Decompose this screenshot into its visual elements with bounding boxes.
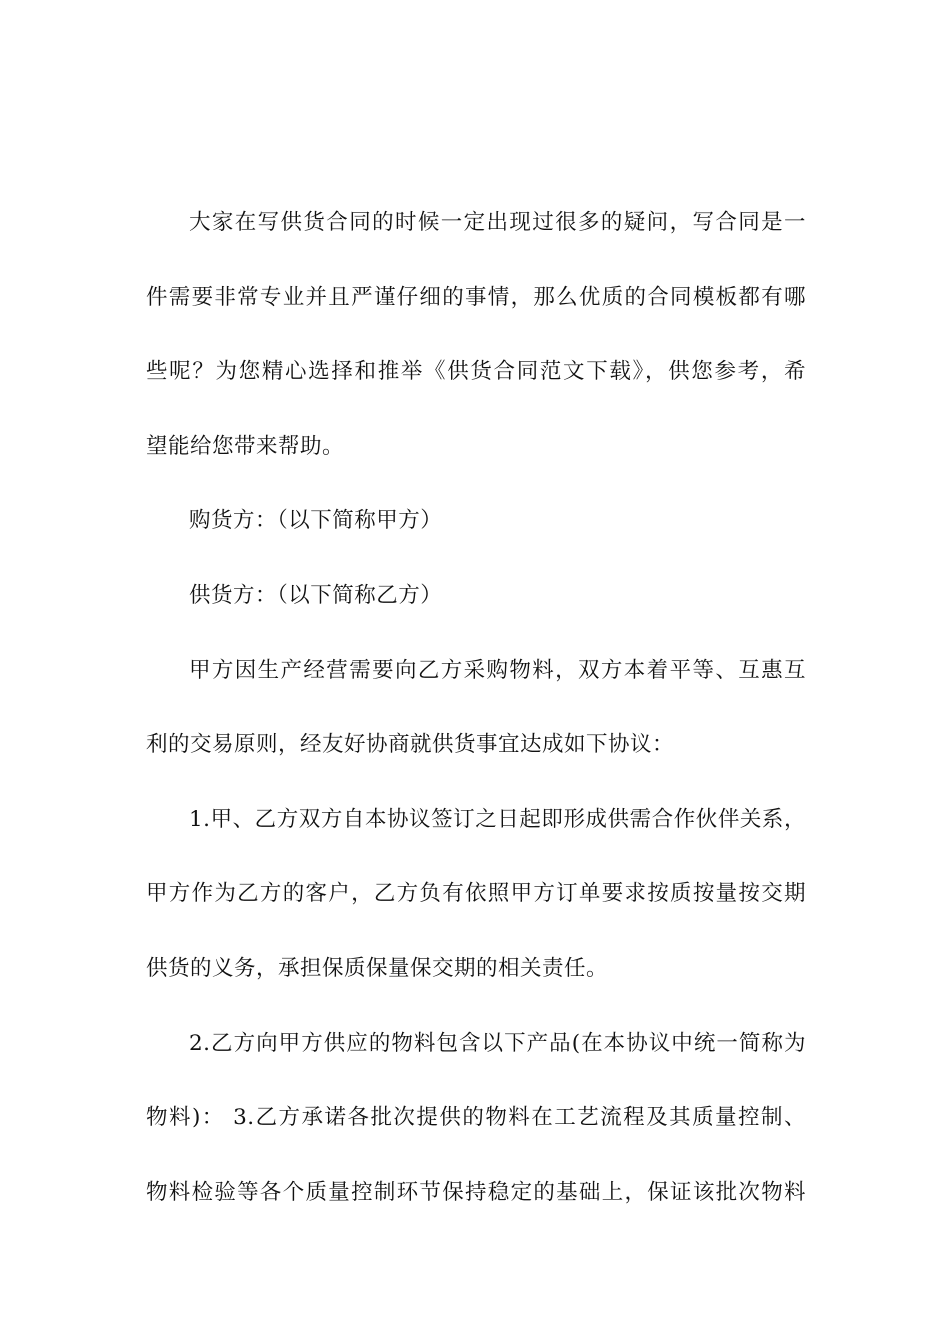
preamble-line-1: 甲方因生产经营需要向乙方采购物料，双方本着平等、互惠互 — [189, 657, 806, 683]
clause-3-line-1: 物料检验等各个质量控制环节保持稳定的基础上，保证该批次物料 — [146, 1179, 806, 1205]
buyer-line: 购货方：（以下简称甲方） — [189, 508, 443, 534]
preamble-line-2: 利的交易原则，经友好协商就供货事宜达成如下协议： — [146, 732, 675, 758]
supplier-line: 供货方：（以下简称乙方） — [189, 582, 443, 608]
clause-1-line-2: 甲方作为乙方的客户，乙方负有依照甲方订单要求按质按量按交期 — [146, 881, 806, 907]
paragraph-intro-line-1: 大家在写供货合同的时候一定出现过很多的疑问，写合同是一 — [189, 210, 806, 235]
clause-2-line-2: 物料)： 3.乙方承诺各批次提供的物料在工艺流程及其质量控制、 — [146, 1105, 806, 1131]
clause-1-line-1: 1.甲、乙方双方自本协议签订之日起即形成供需合作伙伴关系， — [189, 806, 806, 832]
paragraph-intro-line-2: 件需要非常专业并且严谨仔细的事情，那么优质的合同模板都有哪 — [146, 284, 806, 310]
document-body — [146, 201, 806, 1245]
paragraph-intro-line-4: 望能给您带来帮助。 — [146, 433, 345, 459]
clause-1-line-3: 供货的义务，承担保质保量保交期的相关责任。 — [146, 955, 609, 981]
paragraph-intro-line-3: 些呢？为您精心选择和推举《供货合同范文下载》，供您参考，希 — [146, 359, 806, 385]
clause-2-line-1: 2.乙方向甲方供应的物料包含以下产品(在本协议中统一简称为 — [189, 1030, 806, 1056]
